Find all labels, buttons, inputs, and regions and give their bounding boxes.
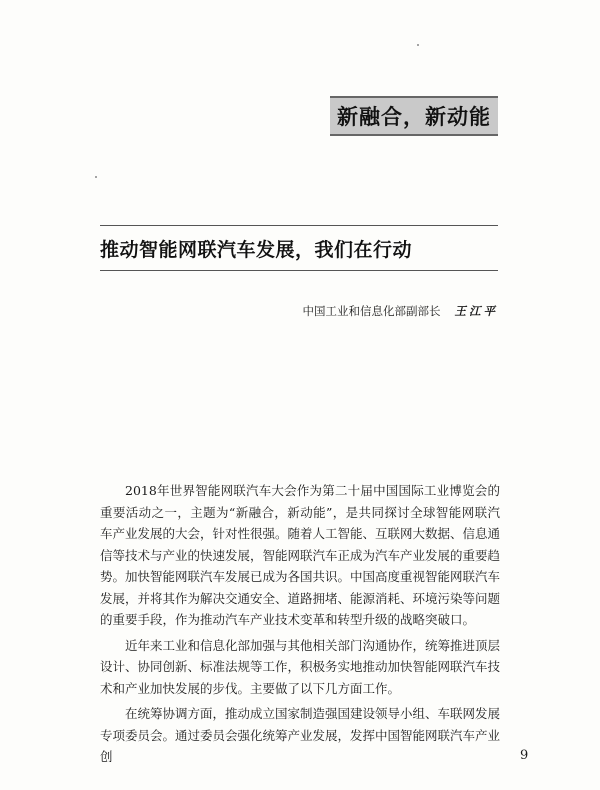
scan-speck: [417, 44, 419, 46]
scan-speck: [95, 176, 97, 178]
author-position: 中国工业和信息化部副部长: [302, 304, 441, 318]
paragraph-2: 近年来工业和信息化部加强与其他相关部门沟通协作，统筹推进顶层设计、协同创新、标准法规等工作，积极务实地推动加快智能网联汽车技术和产业加快发展的步伐。主要做了以下几方面工作。: [100, 637, 501, 696]
paragraph-3: 在统筹协调方面，推动成立国家制造强国建设领导小组、车联网发展专项委员会。通过委员会强化统筹产业发展，发挥中国智能网联汽车产业创: [100, 706, 501, 764]
title-bottom-rule: [100, 270, 498, 271]
section-banner: 新融合，新动能: [330, 96, 498, 136]
byline: [303, 303, 499, 319]
article-title: 推动智能网联汽车发展，我们在行动: [100, 239, 413, 261]
article-body: [100, 480, 500, 768]
title-top-rule: [100, 225, 498, 226]
page-number: 9: [520, 748, 529, 763]
paragraph-1: 2018年世界智能网联汽车大会作为第二十届中国国际工业博览会的重要活动之一，主题为“新融合，新动能”，是共同探讨全球智能网联汽车产业发展的大会，针对性很强。随着人工智能、互联网大数据、信息通信等技术与产业的快速发展，智能网联汽车正成为汽车产业发展的重要趋势。加快智能网联汽车发展已成为各国共识。中国高度重视智能网联汽车发展，并将其作为解决交通安全、道路拥堵、能源消耗、环境污染等问题的重要手段，作为推动汽车产业技术变革和转型升级的战略突破口。: [100, 483, 501, 627]
author-name: 王江平: [454, 304, 498, 318]
